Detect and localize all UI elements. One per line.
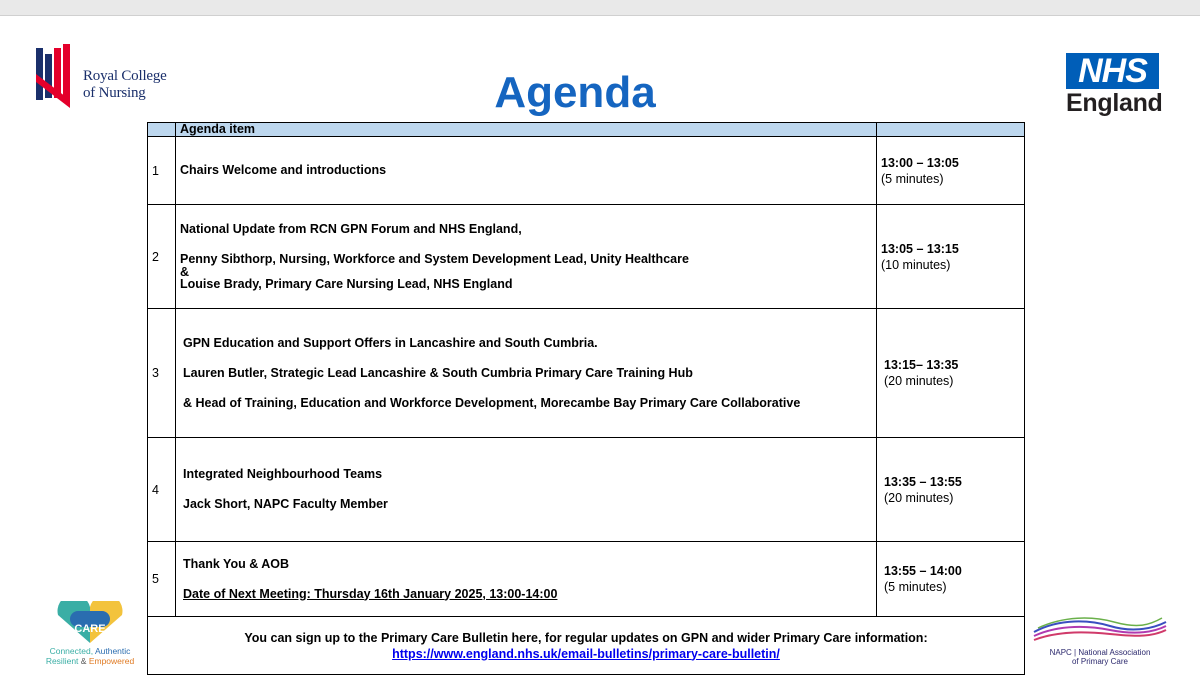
next-meeting-date: Date of Next Meeting: Thursday 16th January 2025, 13:00-14:00 (183, 586, 558, 601)
bulletin-link[interactable]: https://www.england.nhs.uk/email-bulletins/primary-care-bulletin/ (392, 646, 780, 661)
nhs-badge: NHS (1066, 53, 1159, 89)
table-row (148, 137, 1025, 205)
napc-wave-icon (1030, 614, 1170, 644)
page-title: Agenda (494, 68, 656, 117)
row-number: 3 (148, 309, 176, 438)
row-item: GPN Education and Support Offers in Lancashire and South Cumbria. Lauren Butler, Strategic Lead Lancashire & South Cumbria Primary Care Training Hub & Head of Training, Education and Workforce Development, Morecambe Bay Primary Care Collaborative (176, 309, 877, 438)
nhs-england-text: England (1066, 89, 1163, 117)
row-time: 13:35 – 13:55 (20 minutes) (877, 438, 1025, 542)
care-tagline: Connected, Authentic Resilient & Empowered (45, 646, 135, 666)
care-badge-text: CARE (74, 623, 106, 635)
row-time: 13:05 – 13:15 (10 minutes) (877, 205, 1025, 309)
row-number: 5 (148, 542, 176, 617)
table-row (148, 205, 1025, 309)
row-time: 13:00 – 13:05 (5 minutes) (877, 137, 1025, 205)
table-footer-row (148, 617, 1025, 675)
row-item: Thank You & AOB Date of Next Meeting: Thursday 16th January 2025, 13:00-14:00 (176, 542, 877, 617)
rcn-wordmark: Royal College of Nursing (83, 68, 167, 101)
header-num (148, 123, 176, 137)
table-header-row (148, 123, 1025, 137)
row-number: 2 (148, 205, 176, 309)
agenda-table (147, 122, 1025, 675)
table-row (148, 309, 1025, 438)
nhs-england-logo (1066, 53, 1163, 118)
row-time: 13:15– 13:35 (20 minutes) (877, 309, 1025, 438)
row-number: 1 (148, 137, 176, 205)
row-item: Chairs Welcome and introductions (176, 137, 877, 205)
bulletin-note: You can sign up to the Primary Care Bulletin here, for regular updates on GPN and wider Primary Care information: https://www.england.nhs.uk/email-bulletins/primary-care-bulletin/ (148, 617, 1025, 675)
row-item: Integrated Neighbourhood Teams Jack Short, NAPC Faculty Member (176, 438, 877, 542)
header-time (877, 123, 1025, 137)
row-item: National Update from RCN GPN Forum and NHS England, Penny Sibthorp, Nursing, Workforce and System Development Lead, Unity Healthcare & Louise Brady, Primary Care Nursing Lead, NHS England (176, 205, 877, 309)
header-agenda-item: Agenda item (176, 123, 877, 137)
row-number: 4 (148, 438, 176, 542)
table-row (148, 438, 1025, 542)
napc-wordmark: NAPC | National Association of Primary Care (1049, 648, 1151, 666)
slide (0, 15, 1200, 689)
table-row (148, 542, 1025, 617)
row-time: 13:55 – 14:00 (5 minutes) (877, 542, 1025, 617)
